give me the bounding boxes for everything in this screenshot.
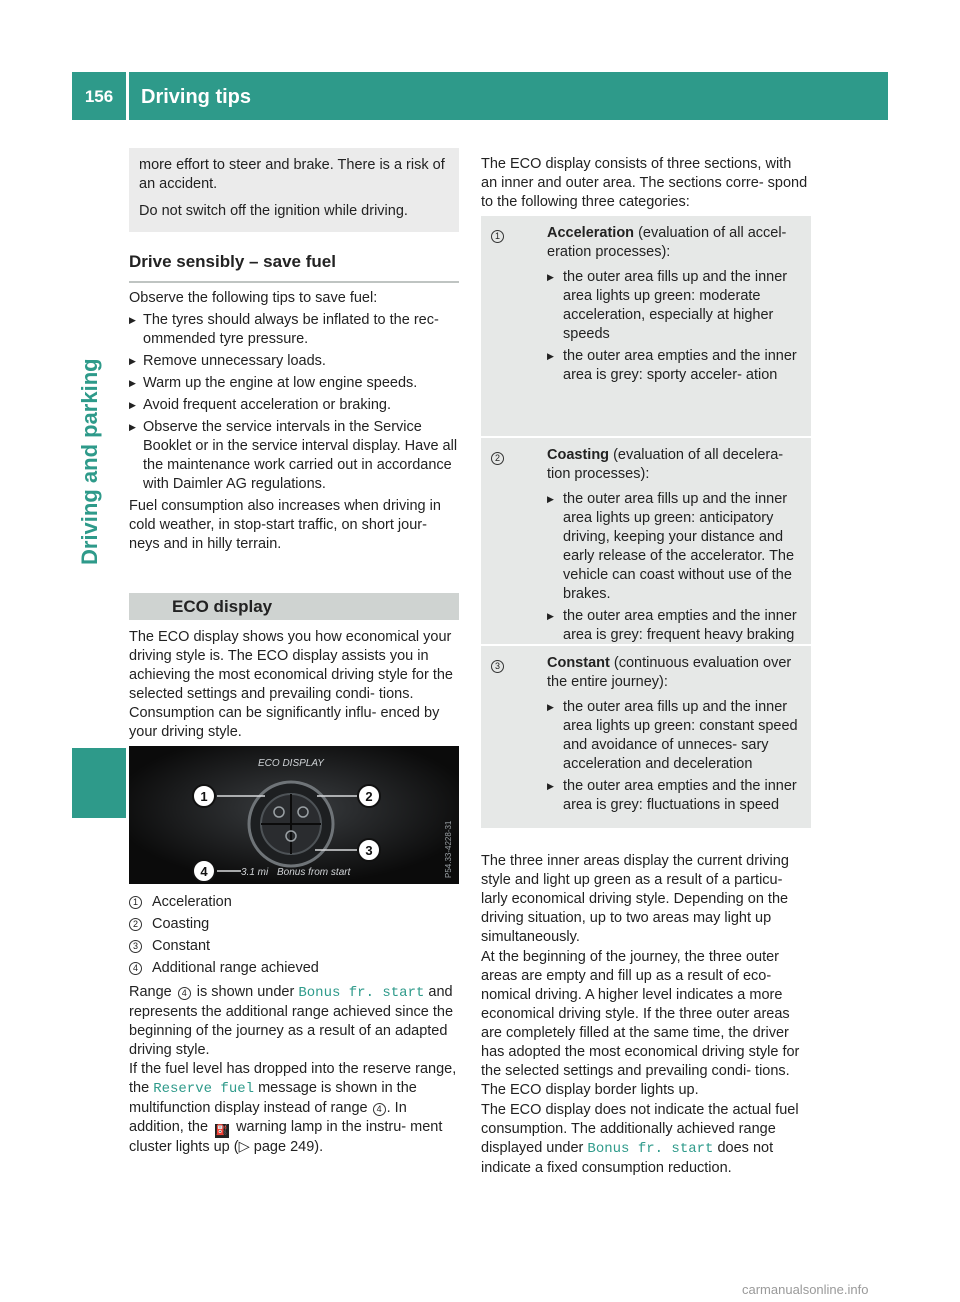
number-badge: 3 [129,940,142,953]
svg-text:1: 1 [200,789,208,804]
list-item: ▶ Remove unnecessary loads. [129,352,459,371]
eco-display-intro: The ECO display shows you how economical your driving style is. The ECO display assists you in achieving the most economical driving style for the selected settings and prevailing condi- tions. Consumption can be significantly influ- enced by your driving style. [129,629,453,740]
list-item: ▶ the outer area empties and the inner area is grey: frequent heavy braking [547,607,807,645]
svg-text:3: 3 [365,843,373,858]
drive-sensibly-section [129,289,459,554]
eco-image-title: ECO DISPLAY [258,758,324,769]
list-item: ▶ the outer area empties and the inner area is grey: fluctuations in speed [547,777,807,815]
category-name: Constant [547,655,610,671]
table-row [481,438,811,646]
list-item: ▶ the outer area fills up and the inner area lights up green: moderate acceleration, especially at higher speeds [547,268,807,344]
watermark: carmanualsonline.info [742,1282,869,1297]
legend-item [129,913,459,935]
number-badge: 3 [491,660,504,673]
number-badge: 1 [129,896,142,909]
legend-label: Constant [152,937,211,954]
eco-display-illustration [129,746,459,884]
page-title: Driving tips [141,86,252,108]
legend-item [129,957,459,979]
eco-bonus-text: Bonus from start [277,867,351,878]
list-item: ▶ the outer area fills up and the inner area lights up green: constant speed and avoidance of unneces- sary acceleration and deceleration [547,698,807,774]
category-desc: (evaluation of all decelera- tion processes): [547,447,784,482]
para3-text: does not indicate a fixed consumption reduction. [481,1140,774,1176]
svg-text:2: 2 [365,789,373,804]
image-ref-code: P54.33-4228-31 [444,820,453,878]
legend-label: Acceleration [152,893,232,910]
warning-box [129,148,459,232]
list-item: ▶ the outer area empties and the inner area is grey: sporty acceler- ation [547,347,807,385]
range-text: is shown under [196,984,295,1000]
warning-text-1: more effort to steer and brake. There is a risk of an accident. [139,157,445,192]
bonus-ui-text: Bonus fr. start [298,985,425,1001]
number-badge: 2 [491,452,504,465]
drive-sensibly-heading: Drive sensibly – save fuel [129,252,459,283]
range-text: and represents the additional range achieved since the beginning of the journey as a result of an adapted driving style. [129,984,454,1058]
reserve-text: If the fuel level has dropped into the reserve range, the [129,1061,457,1096]
eco-display-image [129,746,459,884]
category-name: Acceleration [547,225,635,241]
chapter-side-label: Driving and parking [77,358,102,565]
drive-sensibly-intro: Observe the following tips to save fuel: [129,290,378,306]
legend-label: Coasting [152,915,210,932]
eco-categories-table [481,216,811,828]
chapter-side-block [72,748,126,818]
bonus-ui-text: Bonus fr. start [587,1141,714,1157]
reserve-text: message is shown in the multifunction display instead of range [129,1080,417,1116]
list-item: ▶ Observe the service intervals in the Service Booklet or in the service interval display. Have all the maintenance work carried out in accordance with Daimler AG regulations. [129,418,459,494]
reserve-fuel-ui-text: Reserve fuel [153,1081,255,1097]
category-name: Coasting [547,447,610,463]
list-item: ▶ the outer area fills up and the inner area lights up green: anticipatory driving, keeping your distance and early release of the accelerator. The vehicle can coast without use of the brakes. [547,490,807,604]
page-reference[interactable]: page 249). [253,1139,324,1155]
category-desc: (continuous evaluation over the entire journey): [547,655,792,690]
reserve-text: . In addition, the [129,1100,407,1135]
table-row [481,216,811,438]
drive-sensibly-outro: Fuel consumption also increases when driving in cold weather, in stop-start traffic, on short jour- neys and in hilly terrain. [129,498,441,552]
number-badge: 2 [129,918,142,931]
legend-label: Additional range achieved [152,959,319,976]
svg-text:4: 4 [200,864,208,879]
list-item: ▶ The tyres should always be inflated to the rec- ommended tyre pressure. [129,311,459,349]
legend-item [129,935,459,957]
range-paragraph [129,983,459,1060]
table-row [481,646,811,828]
eco-legend [129,891,459,979]
right-intro: The ECO display consists of three sections, with an inner and outer area. The sections corre- spond to the following three categories: [481,156,808,210]
right-paragraph-2: At the beginning of the journey, the three outer areas are empty and fill up as a result of eco- nomical driving. A higher level indicates a more economical driving style. If the three outer areas are completely filled at the same time, the driver has adopted the most economical driving style for the selected settings and prevailing condi- tions. The ECO display border lights up. [481,949,800,1098]
eco-range-text: 3.1 mi [241,867,269,878]
warning-text-2: Do not switch off the ignition while driving. [139,203,408,219]
number-badge: 4 [373,1103,386,1116]
fuel-pump-icon: ⛽ [215,1125,229,1136]
right-paragraph-3 [481,1101,811,1178]
legend-item [129,891,459,913]
range-text: Range [129,984,172,1000]
reserve-paragraph [129,1060,459,1157]
para3-text: The ECO display does not indicate the actual fuel consumption. The additionally achieved range displayed under [481,1102,799,1156]
number-badge: 4 [129,962,142,975]
reserve-text: warning lamp in the instru- ment cluster lights up ( [129,1119,443,1155]
right-paragraph-1: The three inner areas display the current driving style and light up green as a result of a particu- larly economical driving style. Depending on the driving situation, up to two areas may light up simultaneously. [481,853,789,945]
page-number: 156 [72,72,126,120]
list-item: ▶ Warm up the engine at low engine speeds. [129,374,459,393]
eco-display-heading: ECO display [129,593,459,620]
page-ref-arrow-icon: ▷ [238,1139,250,1155]
list-item: ▶ Avoid frequent acceleration or braking. [129,396,459,415]
category-desc: (evaluation of all accel- eration processes): [547,225,787,260]
number-badge: 4 [178,987,191,1000]
fuel-tips-list [129,311,459,494]
number-badge: 1 [491,230,504,243]
